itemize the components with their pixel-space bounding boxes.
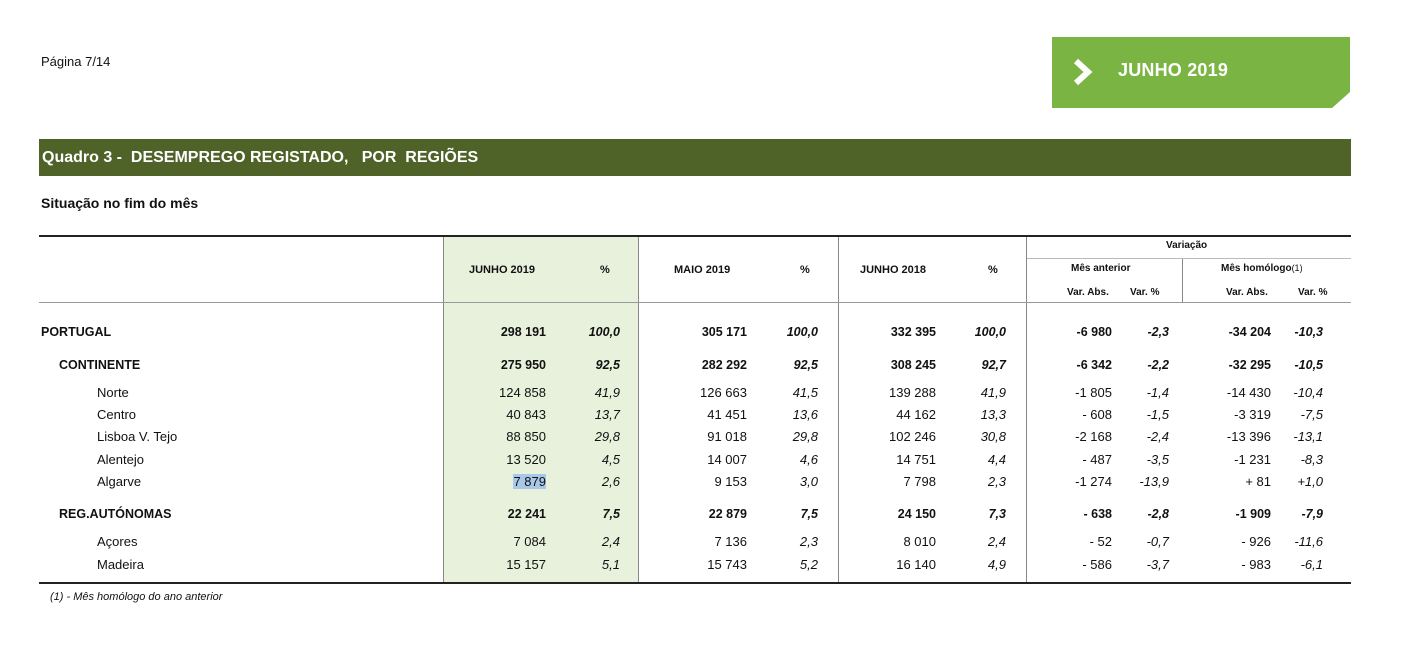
table-subtitle: Situação no fim do mês xyxy=(41,195,199,211)
cell-vp1: -0,7 xyxy=(1146,534,1169,549)
cell-vp2: -11,6 xyxy=(1294,534,1323,549)
cell-m19: 7 136 xyxy=(714,534,747,549)
cell-m19: 14 007 xyxy=(707,452,747,467)
cell-va1: -1 805 xyxy=(1075,385,1112,400)
table-header-rule xyxy=(39,302,1351,303)
row-label: Centro xyxy=(97,407,137,422)
cell-pm19: 5,2 xyxy=(799,557,818,572)
cell-j18: 332 395 xyxy=(890,325,936,339)
header-mai2019: MAIO 2019 xyxy=(674,264,731,276)
header-jun2019: JUNHO 2019 xyxy=(469,264,536,276)
cell-vp2: -6,1 xyxy=(1300,557,1323,572)
header-var-pct-1: Var. % xyxy=(1130,287,1160,298)
cell-vp1: -3,7 xyxy=(1146,557,1169,572)
cell-pm19: 41,5 xyxy=(792,385,818,400)
cell-j19: 40 843 xyxy=(506,407,546,422)
table-top-rule xyxy=(39,235,1351,237)
cell-m19: 282 292 xyxy=(701,358,747,372)
cell-pj19: 29,8 xyxy=(594,429,620,444)
cell-j18: 14 751 xyxy=(896,452,936,467)
cell-pj18: 2,4 xyxy=(987,534,1006,549)
column-divider xyxy=(1182,259,1183,303)
table-row xyxy=(39,429,1351,449)
header-pct-jun2018: % xyxy=(988,264,998,276)
banner-label: JUNHO 2019 xyxy=(1118,60,1229,80)
cell-m19: 41 451 xyxy=(707,407,747,422)
cell-pj19: 2,6 xyxy=(601,474,620,489)
table-row xyxy=(39,534,1351,554)
row-label: CONTINENTE xyxy=(59,358,141,372)
header-subdivider xyxy=(1027,258,1351,259)
cell-vp2: -7,5 xyxy=(1300,407,1323,422)
table-row xyxy=(39,557,1351,577)
header-jun2018: JUNHO 2018 xyxy=(860,264,927,276)
cell-pj19: 100,0 xyxy=(588,325,620,339)
cell-pm19: 3,0 xyxy=(799,474,818,489)
cell-vp2: -7,9 xyxy=(1301,507,1323,521)
cell-va1: -2 168 xyxy=(1075,429,1112,444)
cell-pj19: 2,4 xyxy=(601,534,620,549)
cell-vp1: -1,4 xyxy=(1146,385,1169,400)
header-var-abs-2: Var. Abs. xyxy=(1226,287,1268,298)
cell-j18: 102 246 xyxy=(889,429,936,444)
cell-pj19: 5,1 xyxy=(601,557,620,572)
cell-va2: -14 430 xyxy=(1226,385,1271,400)
cell-pj19: 92,5 xyxy=(595,358,620,372)
table-row xyxy=(39,385,1351,405)
cell-j18: 24 150 xyxy=(897,507,936,521)
cell-vp2: -13,1 xyxy=(1293,429,1323,444)
cell-va1: - 608 xyxy=(1082,407,1112,422)
cell-pj18: 7,3 xyxy=(988,507,1006,521)
cell-pm19: 100,0 xyxy=(786,325,818,339)
cell-pj19: 7,5 xyxy=(602,507,620,521)
cell-pj18: 13,3 xyxy=(980,407,1006,422)
cell-j19: 275 950 xyxy=(500,358,546,372)
cell-j18: 44 162 xyxy=(896,407,936,422)
cell-pj18: 4,4 xyxy=(987,452,1006,467)
row-label: Lisboa V. Tejo xyxy=(97,429,178,444)
cell-vp2: -8,3 xyxy=(1300,452,1323,467)
row-label: Açores xyxy=(97,534,138,549)
cell-va1: - 586 xyxy=(1082,557,1112,572)
cell-vp1: -2,4 xyxy=(1146,429,1169,444)
cell-j19: 298 191 xyxy=(500,325,546,339)
header-var-pct-2: Var. % xyxy=(1298,287,1328,298)
unemployment-table xyxy=(39,235,1351,584)
cell-j18: 16 140 xyxy=(896,557,936,572)
cell-m19: 91 018 xyxy=(707,429,747,444)
cell-va2: - 983 xyxy=(1241,557,1271,572)
cell-va1: - 638 xyxy=(1083,507,1112,521)
cell-j19: 15 157 xyxy=(506,557,546,572)
cell-va2: + 81 xyxy=(1245,474,1271,489)
header-variacao: Variação xyxy=(1166,240,1208,251)
cell-pm19: 7,5 xyxy=(800,507,818,521)
cell-pm19: 4,6 xyxy=(799,452,818,467)
header-mes-anterior: Mês anterior xyxy=(1071,263,1131,274)
row-label: REG.AUTÓNOMAS xyxy=(59,507,172,521)
footnote-ref: (1) xyxy=(1291,263,1303,273)
cell-va2: -34 204 xyxy=(1228,325,1271,339)
cell-pj18: 41,9 xyxy=(980,385,1006,400)
table-row xyxy=(39,507,1351,527)
cell-pj18: 30,8 xyxy=(980,429,1006,444)
cell-m19: 22 879 xyxy=(708,507,747,521)
cell-j19: 7 879 xyxy=(513,474,546,489)
cell-va2: -1 909 xyxy=(1235,507,1271,521)
row-label: Algarve xyxy=(97,474,142,489)
cell-pm19: 2,3 xyxy=(799,534,818,549)
cell-pm19: 92,5 xyxy=(793,358,818,372)
cell-m19: 305 171 xyxy=(701,325,747,339)
table-row xyxy=(39,358,1351,378)
cell-j18: 308 245 xyxy=(890,358,936,372)
header-mes-homologo: Mês homólogo(1) xyxy=(1221,263,1303,274)
cell-va2: -3 319 xyxy=(1234,407,1271,422)
cell-vp1: -1,5 xyxy=(1146,407,1169,422)
cell-vp2: +1,0 xyxy=(1297,474,1323,489)
cell-vp2: -10,5 xyxy=(1294,358,1323,372)
row-label: Alentejo xyxy=(97,452,144,467)
page-number: Página 7/14 xyxy=(41,54,111,69)
cell-vp1: -2,2 xyxy=(1147,358,1169,372)
cell-va1: - 487 xyxy=(1082,452,1112,467)
cell-vp2: -10,4 xyxy=(1293,385,1323,400)
cell-j19: 7 084 xyxy=(513,534,546,549)
cell-m19: 15 743 xyxy=(707,557,747,572)
cell-va2: - 926 xyxy=(1241,534,1271,549)
header-pct-jun2019: % xyxy=(600,264,610,276)
cell-m19: 9 153 xyxy=(714,474,747,489)
cell-vp2: -10,3 xyxy=(1294,325,1323,339)
cell-pj18: 2,3 xyxy=(987,474,1006,489)
cell-va1: - 52 xyxy=(1089,534,1112,549)
header-pct-mai2019: % xyxy=(800,264,810,276)
table-row xyxy=(39,407,1351,427)
cell-m19: 126 663 xyxy=(700,385,747,400)
row-label: Madeira xyxy=(97,557,144,572)
cell-j18: 7 798 xyxy=(903,474,936,489)
cell-va2: -32 295 xyxy=(1228,358,1271,372)
cell-va2: -13 396 xyxy=(1226,429,1271,444)
period-banner xyxy=(1052,37,1350,108)
cell-va1: -6 342 xyxy=(1076,358,1112,372)
cell-pj19: 13,7 xyxy=(594,407,620,422)
cell-pj18: 4,9 xyxy=(987,557,1006,572)
banner-corner xyxy=(1332,92,1350,108)
cell-pj19: 4,5 xyxy=(601,452,620,467)
table-row xyxy=(39,325,1351,345)
row-label: Norte xyxy=(97,385,129,400)
cell-j18: 139 288 xyxy=(889,385,936,400)
cell-pm19: 13,6 xyxy=(792,407,818,422)
cell-j19: 22 241 xyxy=(507,507,546,521)
chevron-right-icon xyxy=(1072,58,1094,86)
table-bottom-rule xyxy=(39,582,1351,584)
table-title: Quadro 3 - DESEMPREGO REGISTADO, POR REGIÕES xyxy=(39,139,1351,176)
cell-pj18: 92,7 xyxy=(981,358,1006,372)
cell-j19: 13 520 xyxy=(506,452,546,467)
table-row xyxy=(39,474,1351,494)
cell-j19: 124 858 xyxy=(499,385,546,400)
cell-vp1: -3,5 xyxy=(1146,452,1169,467)
header-var-abs-1: Var. Abs. xyxy=(1067,287,1109,298)
cell-pm19: 29,8 xyxy=(792,429,818,444)
row-label: PORTUGAL xyxy=(41,325,112,339)
cell-j19: 88 850 xyxy=(506,429,546,444)
cell-va2: -1 231 xyxy=(1234,452,1271,467)
cell-vp1: -13,9 xyxy=(1139,474,1169,489)
cell-pj19: 41,9 xyxy=(594,385,620,400)
cell-va1: -6 980 xyxy=(1076,325,1112,339)
cell-j18: 8 010 xyxy=(903,534,936,549)
cell-vp1: -2,3 xyxy=(1147,325,1169,339)
cell-pj18: 100,0 xyxy=(974,325,1006,339)
cell-vp1: -2,8 xyxy=(1147,507,1169,521)
table-row xyxy=(39,452,1351,472)
cell-va1: -1 274 xyxy=(1075,474,1112,489)
footnote: (1) - Mês homólogo do ano anterior xyxy=(50,591,223,603)
